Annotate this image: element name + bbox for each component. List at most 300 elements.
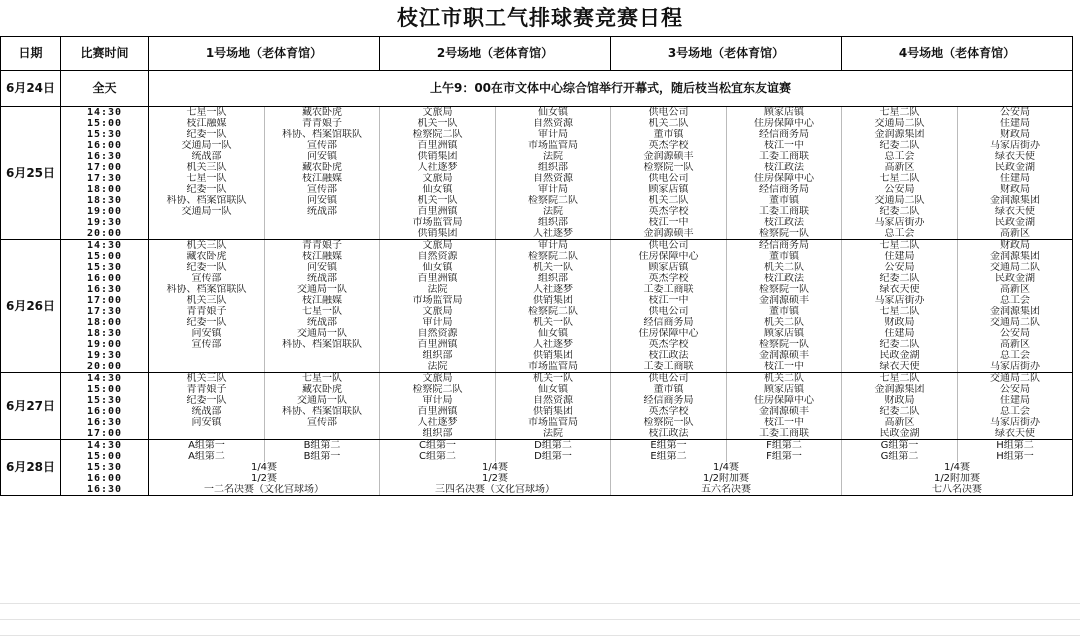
team-name: C组第一 [380, 440, 496, 452]
team-name: 文旅局 [380, 173, 496, 184]
team-name: 检察院二队 [380, 384, 496, 395]
match-time: 17:00 [61, 428, 149, 440]
team-name: 交通局二队 [958, 317, 1073, 328]
knockout-round: 1/4赛 [149, 462, 380, 473]
team-name: 供电公司 [611, 240, 727, 252]
team-name: 供销集团 [496, 295, 611, 306]
team-name: 住建局 [958, 118, 1073, 129]
team-name: 统战部 [265, 273, 380, 284]
empty-sheet-rows [0, 588, 1080, 636]
team-name: 百里洲镇 [380, 273, 496, 284]
team-name: E组第二 [611, 451, 727, 462]
team-name: 宣传部 [265, 140, 380, 151]
team-name: 七星二队 [842, 107, 958, 119]
team-name: 财政局 [842, 317, 958, 328]
team-name: 百里洲镇 [380, 339, 496, 350]
team-name: 马家店街办 [958, 140, 1073, 151]
team-name: 交通局二队 [842, 195, 958, 206]
team-name: 民政金湖 [958, 273, 1073, 284]
team-name: 组织部 [380, 350, 496, 361]
table-row [1, 428, 1073, 440]
team-name: 宣传部 [149, 273, 265, 284]
match-time: 16:30 [61, 484, 149, 496]
team-name: 工委工商联 [727, 428, 842, 440]
team-name: 人社逐梦 [496, 228, 611, 240]
team-name: 董市镇 [611, 384, 727, 395]
table-row [1, 206, 1073, 217]
team-name: 纪委一队 [149, 395, 265, 406]
opening-row [1, 71, 1073, 107]
match-time: 14:30 [61, 107, 149, 119]
team-name: 金润源硕丰 [727, 406, 842, 417]
table-row [1, 195, 1073, 206]
team-name: 机关二队 [727, 373, 842, 385]
team-name: 供电公司 [611, 173, 727, 184]
day-date: 6月25日 [1, 107, 61, 240]
team-name: 机关一队 [380, 195, 496, 206]
team-name: D组第二 [496, 440, 611, 452]
team-name: 文旅局 [380, 240, 496, 252]
table-row [1, 350, 1073, 361]
team-name: 供销集团 [496, 350, 611, 361]
team-name: 人社逐梦 [380, 417, 496, 428]
team-name: 审计局 [380, 317, 496, 328]
knockout-round: 1/4赛 [842, 462, 1073, 473]
team-name: 交通局二队 [958, 262, 1073, 273]
header-time: 比赛时间 [61, 37, 149, 71]
table-row [1, 273, 1073, 284]
match-time: 19:00 [61, 339, 149, 350]
team-name: 七星一队 [265, 373, 380, 385]
table-row [1, 184, 1073, 195]
match-time: 20:00 [61, 228, 149, 240]
team-name: 金润源集团 [958, 306, 1073, 317]
team-name [265, 428, 380, 440]
opening-notice: 上午9：00在市文体中心综合馆举行开幕式，随后枝当松宜东友谊赛 [149, 71, 1073, 107]
team-name: 马家店街办 [958, 361, 1073, 373]
match-time: 15:00 [61, 451, 149, 462]
table-row [1, 417, 1073, 428]
team-name: H组第二 [958, 440, 1073, 452]
team-name: 英杰学校 [611, 140, 727, 151]
team-name: 绿衣天使 [958, 151, 1073, 162]
empty-row [0, 588, 1080, 604]
knockout-round: 1/4赛 [380, 462, 611, 473]
team-name: 住建局 [842, 251, 958, 262]
team-name: 工委工商联 [611, 361, 727, 373]
team-name: 百里洲镇 [380, 140, 496, 151]
team-name: 总工会 [958, 406, 1073, 417]
team-name: 七星二队 [842, 373, 958, 385]
match-time: 15:00 [61, 251, 149, 262]
team-name: 马家店街办 [842, 295, 958, 306]
team-name: 枝江融媒 [265, 251, 380, 262]
team-name: 仙女镇 [380, 184, 496, 195]
match-time: 16:30 [61, 417, 149, 428]
team-name: 藏农卧虎 [265, 107, 380, 119]
match-time: 16:00 [61, 273, 149, 284]
table-row [1, 107, 1073, 119]
team-name: 枝江一中 [611, 217, 727, 228]
table-row [1, 240, 1073, 252]
team-name: 仙女镇 [496, 328, 611, 339]
team-name: 总工会 [842, 228, 958, 240]
table-row [1, 251, 1073, 262]
team-name: 青青娘子 [149, 384, 265, 395]
team-name: 供销集团 [496, 406, 611, 417]
team-name: 七星二队 [842, 306, 958, 317]
team-name [265, 361, 380, 373]
team-name: 枝江一中 [727, 140, 842, 151]
table-row [1, 328, 1073, 339]
team-name: 供电公司 [611, 373, 727, 385]
team-name: 董市镇 [727, 251, 842, 262]
header-venue: 4号场地（老体育馆） [842, 37, 1073, 71]
team-name: 枝江政法 [727, 162, 842, 173]
header-date: 日期 [1, 37, 61, 71]
team-name: 宣传部 [265, 417, 380, 428]
team-name: 机关二队 [611, 118, 727, 129]
knockout-round: 一二名决赛（文化宫球场） [149, 484, 380, 496]
schedule-body [1, 37, 1073, 496]
team-name: 机关三队 [149, 240, 265, 252]
team-name: 住房保障中心 [727, 395, 842, 406]
table-row [1, 118, 1073, 129]
team-name: 英杰学校 [611, 206, 727, 217]
team-name: 科协、档案馆联队 [149, 284, 265, 295]
team-name: 民政金湖 [842, 350, 958, 361]
knockout-round: 1/4赛 [611, 462, 842, 473]
team-name: C组第二 [380, 451, 496, 462]
match-time: 15:30 [61, 129, 149, 140]
team-name: 金润源硕丰 [727, 350, 842, 361]
match-time: 16:00 [61, 140, 149, 151]
team-name: 民政金湖 [958, 162, 1073, 173]
table-row [1, 473, 1073, 484]
match-time: 15:00 [61, 384, 149, 395]
table-row [1, 129, 1073, 140]
team-name: 交通局一队 [265, 395, 380, 406]
team-name: 经信商务局 [727, 129, 842, 140]
team-name: 百里洲镇 [380, 206, 496, 217]
match-time: 18:30 [61, 195, 149, 206]
team-name: 工委工商联 [727, 151, 842, 162]
team-name: 人社逐梦 [496, 284, 611, 295]
table-row [1, 440, 1073, 452]
team-name [265, 228, 380, 240]
team-name: 住建局 [842, 328, 958, 339]
match-time: 19:30 [61, 350, 149, 361]
team-name: 顾家店镇 [727, 384, 842, 395]
team-name: 工委工商联 [611, 284, 727, 295]
team-name: F组第二 [727, 440, 842, 452]
team-name: 公安局 [958, 328, 1073, 339]
team-name: 法院 [496, 206, 611, 217]
match-time: 16:30 [61, 284, 149, 295]
team-name: 供销集团 [380, 228, 496, 240]
team-name: 青青娘子 [265, 240, 380, 252]
team-name: 市场监管局 [496, 417, 611, 428]
team-name: 董市镇 [727, 306, 842, 317]
knockout-round: 1/2赛 [149, 473, 380, 484]
match-time: 17:30 [61, 306, 149, 317]
team-name: B组第二 [265, 440, 380, 452]
match-time: 16:00 [61, 406, 149, 417]
team-name: 检察院一队 [727, 284, 842, 295]
team-name: 金润源硕丰 [611, 151, 727, 162]
table-row [1, 306, 1073, 317]
team-name: 审计局 [496, 184, 611, 195]
team-name: 自然资源 [380, 328, 496, 339]
team-name: 问安镇 [265, 151, 380, 162]
team-name [149, 228, 265, 240]
schedule-table [0, 36, 1073, 496]
opening-date: 6月24日 [1, 71, 61, 107]
header-venue: 3号场地（老体育馆） [611, 37, 842, 71]
table-row [1, 484, 1073, 496]
team-name: 枝江政法 [727, 217, 842, 228]
team-name: 法院 [380, 284, 496, 295]
team-name: 住建局 [958, 395, 1073, 406]
team-name: 七星二队 [842, 240, 958, 252]
match-time: 18:00 [61, 184, 149, 195]
match-time: 18:30 [61, 328, 149, 339]
team-name: 顾家店镇 [611, 184, 727, 195]
team-name: 审计局 [496, 240, 611, 252]
team-name: 自然资源 [496, 118, 611, 129]
team-name: 民政金湖 [958, 217, 1073, 228]
team-name: 科协、档案馆联队 [265, 339, 380, 350]
table-row [1, 295, 1073, 306]
team-name: 供电公司 [611, 107, 727, 119]
team-name: 自然资源 [380, 251, 496, 262]
team-name: 枝江融媒 [149, 118, 265, 129]
team-name: 纪委二队 [842, 406, 958, 417]
table-row [1, 451, 1073, 462]
team-name: 青青娘子 [149, 306, 265, 317]
team-name: 经信商务局 [727, 240, 842, 252]
team-name: 绿衣天使 [842, 361, 958, 373]
table-row [1, 151, 1073, 162]
team-name: 经信商务局 [727, 184, 842, 195]
team-name: 人社逐梦 [380, 162, 496, 173]
team-name: 马家店街办 [842, 217, 958, 228]
team-name: 财政局 [958, 240, 1073, 252]
team-name: 高新区 [958, 284, 1073, 295]
team-name [265, 350, 380, 361]
team-name: 组织部 [380, 428, 496, 440]
team-name: 马家店街办 [958, 417, 1073, 428]
header-venue: 2号场地（老体育馆） [380, 37, 611, 71]
team-name: 枝江一中 [727, 417, 842, 428]
team-name: 公安局 [958, 384, 1073, 395]
team-name: 科协、档案馆联队 [265, 129, 380, 140]
team-name: 审计局 [496, 129, 611, 140]
team-name: 总工会 [958, 350, 1073, 361]
header-venue: 1号场地（老体育馆） [149, 37, 380, 71]
team-name: 仙女镇 [380, 262, 496, 273]
team-name: 枝江政法 [611, 350, 727, 361]
team-name: 枝江一中 [611, 295, 727, 306]
day-date: 6月28日 [1, 440, 61, 496]
team-name: 高新区 [958, 228, 1073, 240]
team-name: 法院 [380, 361, 496, 373]
match-time: 14:30 [61, 440, 149, 452]
team-name: 机关一队 [496, 373, 611, 385]
match-time: 14:30 [61, 240, 149, 252]
knockout-round: 1/2附加赛 [842, 473, 1073, 484]
team-name: 检察院二队 [496, 195, 611, 206]
match-time: 17:00 [61, 162, 149, 173]
team-name: 高新区 [842, 417, 958, 428]
knockout-round: 五六名决赛 [611, 484, 842, 496]
knockout-round: 1/2赛 [380, 473, 611, 484]
team-name: H组第一 [958, 451, 1073, 462]
table-row [1, 284, 1073, 295]
team-name: 董市镇 [611, 129, 727, 140]
team-name: 财政局 [958, 184, 1073, 195]
team-name: 枝江政法 [611, 428, 727, 440]
team-name: 枝江一中 [727, 361, 842, 373]
team-name: 检察院一队 [611, 417, 727, 428]
team-name: 交通局二队 [958, 373, 1073, 385]
team-name: 检察院一队 [727, 339, 842, 350]
team-name [149, 361, 265, 373]
team-name: 金润源硕丰 [727, 295, 842, 306]
empty-row [0, 620, 1080, 636]
team-name: 文旅局 [380, 107, 496, 119]
match-time: 19:00 [61, 206, 149, 217]
match-time: 20:00 [61, 361, 149, 373]
team-name: 绿衣天使 [958, 428, 1073, 440]
team-name: 住房保障中心 [611, 251, 727, 262]
team-name: 顾家店镇 [727, 328, 842, 339]
team-name: 财政局 [958, 129, 1073, 140]
team-name: 供销集团 [380, 151, 496, 162]
team-name: 机关二队 [611, 195, 727, 206]
team-name: 董市镇 [727, 195, 842, 206]
team-name: 纪委一队 [149, 184, 265, 195]
team-name: 青青娘子 [265, 118, 380, 129]
team-name: 市场监管局 [496, 361, 611, 373]
table-row [1, 339, 1073, 350]
team-name [149, 428, 265, 440]
empty-row [0, 604, 1080, 620]
team-name: 绿衣天使 [958, 206, 1073, 217]
team-name: 公安局 [842, 262, 958, 273]
team-name: 住房保障中心 [727, 173, 842, 184]
table-row [1, 217, 1073, 228]
match-time: 16:30 [61, 151, 149, 162]
team-name: 藏农卧虎 [265, 384, 380, 395]
opening-time: 全天 [61, 71, 149, 107]
team-name: 法院 [496, 428, 611, 440]
team-name [149, 217, 265, 228]
team-name: 检察院二队 [496, 251, 611, 262]
header-row [1, 37, 1073, 71]
team-name: 组织部 [496, 217, 611, 228]
team-name: 人社逐梦 [496, 339, 611, 350]
team-name: 组织部 [496, 273, 611, 284]
team-name: 金润源集团 [842, 384, 958, 395]
team-name: 供电公司 [611, 306, 727, 317]
table-row [1, 228, 1073, 240]
table-row [1, 140, 1073, 151]
page-title: 枝江市职工气排球赛竞赛日程 [397, 5, 683, 30]
team-name: 公安局 [842, 184, 958, 195]
team-name: 交通局一队 [149, 206, 265, 217]
table-row [1, 262, 1073, 273]
team-name: 民政金湖 [842, 428, 958, 440]
team-name: 宣传部 [265, 184, 380, 195]
team-name: 机关二队 [727, 262, 842, 273]
knockout-round: 1/2附加赛 [611, 473, 842, 484]
team-name: 检察院二队 [380, 129, 496, 140]
team-name: 科协、档案馆联队 [265, 406, 380, 417]
table-row [1, 373, 1073, 385]
team-name: 组织部 [496, 162, 611, 173]
team-name: 总工会 [842, 151, 958, 162]
team-name: 高新区 [842, 162, 958, 173]
team-name: 英杰学校 [611, 273, 727, 284]
team-name: 机关三队 [149, 295, 265, 306]
team-name: 市场监管局 [380, 295, 496, 306]
team-name: 统战部 [265, 206, 380, 217]
team-name: 顾家店镇 [611, 262, 727, 273]
table-row [1, 317, 1073, 328]
team-name: B组第一 [265, 451, 380, 462]
team-name: 审计局 [380, 395, 496, 406]
team-name: 机关三队 [149, 162, 265, 173]
team-name: 七星一队 [149, 107, 265, 119]
team-name: 纪委一队 [149, 129, 265, 140]
team-name: 自然资源 [496, 173, 611, 184]
team-name: 统战部 [265, 317, 380, 328]
team-name: 枝江政法 [727, 273, 842, 284]
table-row [1, 361, 1073, 373]
day-date: 6月27日 [1, 373, 61, 440]
team-name: 总工会 [958, 295, 1073, 306]
match-time: 17:00 [61, 295, 149, 306]
team-name: 住房保障中心 [611, 328, 727, 339]
team-name: 公安局 [958, 107, 1073, 119]
team-name: 住房保障中心 [727, 118, 842, 129]
match-time: 18:00 [61, 317, 149, 328]
team-name: 宣传部 [149, 339, 265, 350]
team-name: 仙女镇 [496, 384, 611, 395]
team-name: 市场监管局 [496, 140, 611, 151]
team-name: D组第一 [496, 451, 611, 462]
team-name: 纪委一队 [149, 262, 265, 273]
match-time: 15:30 [61, 262, 149, 273]
team-name: 文旅局 [380, 306, 496, 317]
team-name [265, 217, 380, 228]
team-name: 市场监管局 [380, 217, 496, 228]
team-name: 文旅局 [380, 373, 496, 385]
team-name: 科协、档案馆联队 [149, 195, 265, 206]
knockout-round: 三四名决赛（文化宫球场） [380, 484, 611, 496]
team-name: 金润源集团 [958, 195, 1073, 206]
team-name: G组第二 [842, 451, 958, 462]
team-name: 经信商务局 [611, 395, 727, 406]
team-name: F组第一 [727, 451, 842, 462]
team-name: 交通局二队 [842, 118, 958, 129]
team-name: E组第一 [611, 440, 727, 452]
team-name: 纪委二队 [842, 140, 958, 151]
table-row [1, 384, 1073, 395]
match-time: 15:30 [61, 462, 149, 473]
team-name: 纪委二队 [842, 206, 958, 217]
